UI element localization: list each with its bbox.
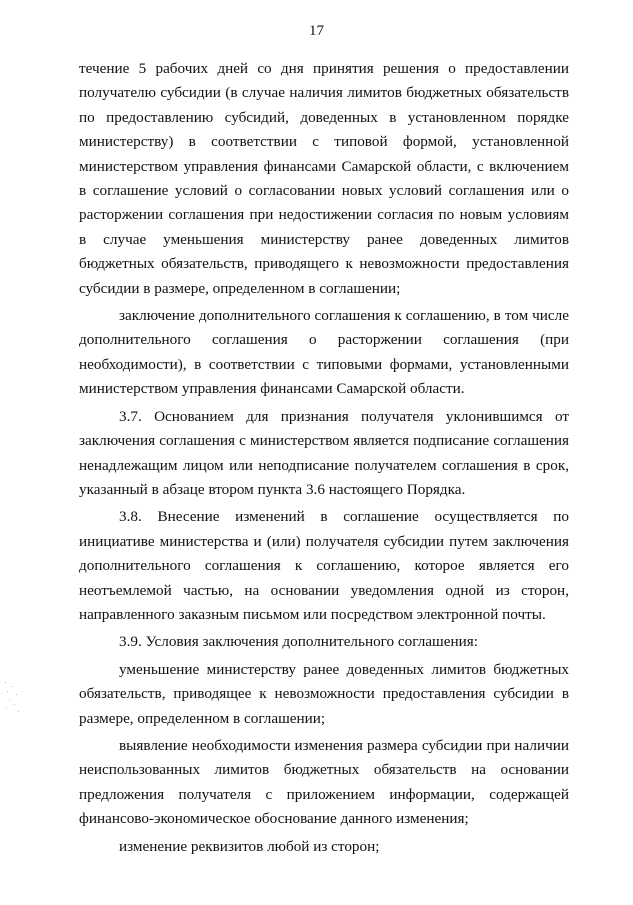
scan-speck xyxy=(7,691,8,692)
paragraph-2: заключение дополнительного соглашения к соглашению, в том числе дополнительного соглашения о расторжении соглашения (при необходимости), в соответствии с типовыми формами, установленными министерством управления финансами Самарской области. xyxy=(79,307,569,398)
paragraph-1: течение 5 рабочих дней со дня принятия решения о предоставлении получателю субсидии (в случае наличия лимитов бюджетных обязательств по предоставлению субсидий, доведенных в установленном порядке министерству) в соответствии с типовой формой, установленной министерством управления финансами Самарской области, с включением в соглашение условий о согласовании новых условий соглашения или о расторжении соглашения при недостижении согласия по новым условиям в случае уменьшения министерству ранее доведенных лимитов бюджетных обязательств, приводящего к невозможности предоставления субсидии в размере, определенном в соглашении; xyxy=(79,60,569,297)
scan-speck xyxy=(16,694,17,695)
scan-speck xyxy=(9,699,10,700)
scan-speck xyxy=(5,682,6,683)
paragraph-4: 3.8. Внесение изменений в соглашение осуществляется по инициативе министерства и (или) получателя субсидии путем заключения дополнительного соглашения к соглашению, которое является его неотъемлемой частью, на основании уведомления одной из сторон, направленного заказным письмом или посредством электронной почты. xyxy=(79,508,569,623)
scan-speck xyxy=(11,686,12,687)
paragraph-8: изменение реквизитов любой из сторон; xyxy=(119,837,380,855)
page-number: 17 xyxy=(309,23,324,39)
paragraph-6: уменьшение министерству ранее доведенных лимитов бюджетных обязательств, приводящее к невозможности предоставления субсидии в размере, определенном в соглашении; xyxy=(79,660,569,727)
paragraph-3: 3.7. Основанием для признания получателя уклонившимся от заключения соглашения с министерством является подписание соглашения ненадлежащим лицом или неподписание получателем соглашения в срок, указанный в абзаце втором пункта 3.6 настоящего Порядка. xyxy=(79,407,569,498)
scan-speck xyxy=(14,704,15,705)
paragraph-5: 3.9. Условия заключения дополнительного соглашения: xyxy=(119,633,478,651)
scan-noise-marks xyxy=(2,680,24,716)
paragraph-7: выявление необходимости изменения размера субсидии при наличии неиспользованных лимитов бюджетных обязательств на основании предложения получателя с приложением информации, содержащей финансово-экономическое обоснование данного изменения; xyxy=(79,736,569,828)
document-body xyxy=(79,57,569,862)
scan-speck xyxy=(6,708,7,709)
scan-speck xyxy=(18,711,19,712)
